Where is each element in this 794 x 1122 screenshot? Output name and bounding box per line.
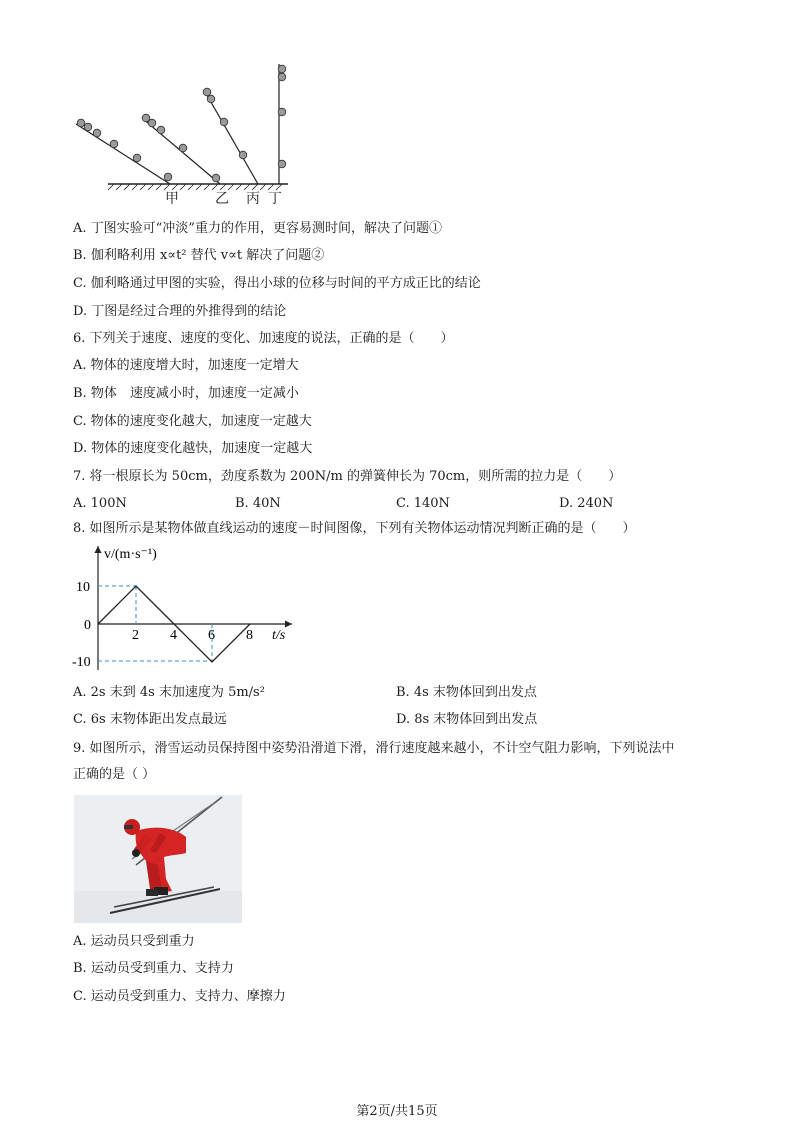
x-tick-8: 8 (246, 628, 253, 643)
label-bing: 丙 (246, 191, 260, 207)
incline-experiment-figure (70, 60, 300, 200)
q8-option-a: A. 2s 末到 4s 末加速度为 5m/s² (73, 685, 265, 700)
q6-option-a: A. 物体的速度增大时，加速度一定增大 (73, 358, 299, 373)
label-ding: 丁 (268, 191, 282, 207)
q5-option-d: D. 丁图是经过合理的外推得到的结论 (73, 304, 287, 319)
q5-option-a: A. 丁图实验可“冲淡”重力的作用，更容易测时间，解决了问题① (73, 221, 442, 236)
y-axis-label: v/(m·s⁻¹) (104, 547, 157, 562)
q7-option-d: D. 240N (559, 496, 614, 511)
y-tick-0: 0 (84, 618, 91, 633)
q9-stem-line1: 9. 如图所示，滑雪运动员保持图中姿势沿滑道下滑，滑行速度越来越小，不计空气阻力影响，下列说法中 (73, 741, 675, 756)
q6-option-d: D. 物体的速度变化越快，加速度一定越大 (73, 441, 313, 456)
q6-option-c: C. 物体的速度变化越大，加速度一定越大 (73, 414, 312, 429)
y-tick-10: 10 (76, 580, 90, 595)
page-footer: 第2页/共15页 (356, 1104, 438, 1119)
q5-option-c: C. 伽利略通过甲图的实验，得出小球的位移与时间的平方成正比的结论 (73, 276, 481, 291)
skier-photo (74, 795, 242, 923)
q6-stem: 6. 下列关于速度、速度的变化、加速度的说法，正确的是（ ） (73, 331, 454, 346)
q9-option-a: A. 运动员只受到重力 (73, 934, 195, 949)
q9-option-b: B. 运动员受到重力、支持力 (73, 961, 234, 976)
label-jia: 甲 (165, 191, 179, 207)
label-yi: 乙 (215, 191, 229, 207)
incline-bing (204, 90, 258, 184)
x-axis-label: t/s (272, 628, 286, 643)
q9-option-c: C. 运动员受到重力、支持力、摩擦力 (73, 989, 286, 1004)
q7-option-c: C. 140N (396, 496, 450, 511)
y-tick-neg10: -10 (72, 655, 91, 670)
q8-stem: 8. 如图所示是某物体做直线运动的速度－时间图像，下列有关物体运动情况判断正确的是（ ） (73, 521, 636, 536)
x-tick-2: 2 (132, 628, 139, 643)
q8-option-c: C. 6s 末物体距出发点最远 (73, 712, 227, 727)
q6-option-b: B. 物体 速度减小时，加速度一定减小 (73, 386, 299, 401)
q8-option-d: D. 8s 末物体回到出发点 (396, 712, 538, 727)
q7-option-a: A. 100N (73, 496, 127, 511)
q5-option-b: B. 伽利略利用 x∝t² 替代 v∝t 解决了问题② (73, 248, 325, 263)
incline-jia (76, 124, 170, 184)
velocity-time-chart (70, 540, 310, 675)
q8-option-b: B. 4s 末物体回到出发点 (396, 685, 537, 700)
q7-option-b: B. 40N (235, 496, 281, 511)
x-tick-4: 4 (170, 628, 177, 643)
q9-stem-line2: 正确的是（ ） (73, 767, 156, 782)
x-tick-6: 6 (208, 628, 215, 643)
q7-stem: 7. 将一根原长为 50cm，劲度系数为 200N/m 的弹簧伸长为 70cm，则所需的拉力是（ ） (73, 469, 622, 484)
